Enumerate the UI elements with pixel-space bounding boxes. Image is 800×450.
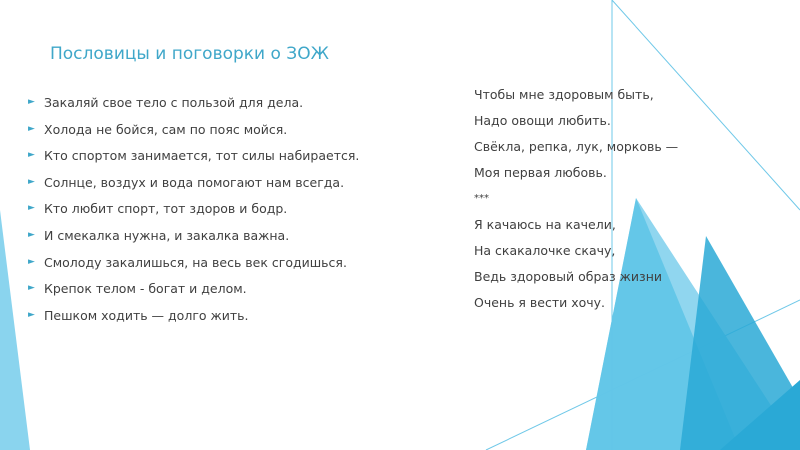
triangle-right-icon: ► [28,203,35,214]
triangle-right-icon: ► [28,176,35,187]
poem-line: Очень я вести хочу. [474,295,606,310]
list-item [28,200,428,217]
poem-line: Ведь здоровый образ жизни [474,269,663,284]
triangle-right-icon: ► [28,256,35,267]
proverb-text: Смолоду закалишься, на весь век сгодишься. [44,254,347,270]
list-item [28,147,428,164]
triangle-right-icon: ► [28,283,35,294]
list-item [28,94,428,111]
proverbs-list [28,94,428,333]
poem-line: Надо овощи любить. [474,113,611,128]
list-item [28,254,428,271]
proverb-text: Пешком ходить — долго жить. [44,307,249,323]
left-triangle-decoration [0,210,30,450]
poem [474,86,734,320]
triangle-right-icon: ► [28,309,35,320]
poem-line: Свёкла, репка, лук, морковь — [474,139,679,154]
poem-separator: *** [474,193,489,204]
proverb-text: Закаляй свое тело с пользой для дела. [44,95,304,110]
list-item [28,174,428,191]
triangle-right-icon: ► [28,150,35,161]
proverb-text: Кто спортом занимается, тот силы набирается. [44,148,360,164]
proverb-text: Кто любит спорт, тот здоров и бодр. [44,201,288,217]
proverb-text: И смекалка нужна, и закалка важна. [44,227,290,243]
triangle-right-icon: ► [28,97,35,107]
poem-line: Я качаюсь на качели, [474,217,616,232]
proverb-text: Холода не бойся, сам по пояс мойся. [44,121,288,137]
proverb-text: Солнце, воздух и вода помогают нам всегда. [44,174,345,190]
list-item [28,227,428,244]
poem-line: Чтобы мне здоровым быть, [474,87,654,102]
list-item [28,280,428,297]
slide-title: Пословицы и поговорки о ЗОЖ [50,44,329,64]
list-item [28,307,428,324]
triangle-right-icon: ► [28,229,35,240]
poem-line: На скакалочке скачу, [474,243,616,258]
proverb-text: Крепок телом - богат и делом. [44,281,247,297]
poem-line: Моя первая любовь. [474,165,607,180]
list-item [28,121,428,138]
triangle-right-icon: ► [28,123,35,134]
